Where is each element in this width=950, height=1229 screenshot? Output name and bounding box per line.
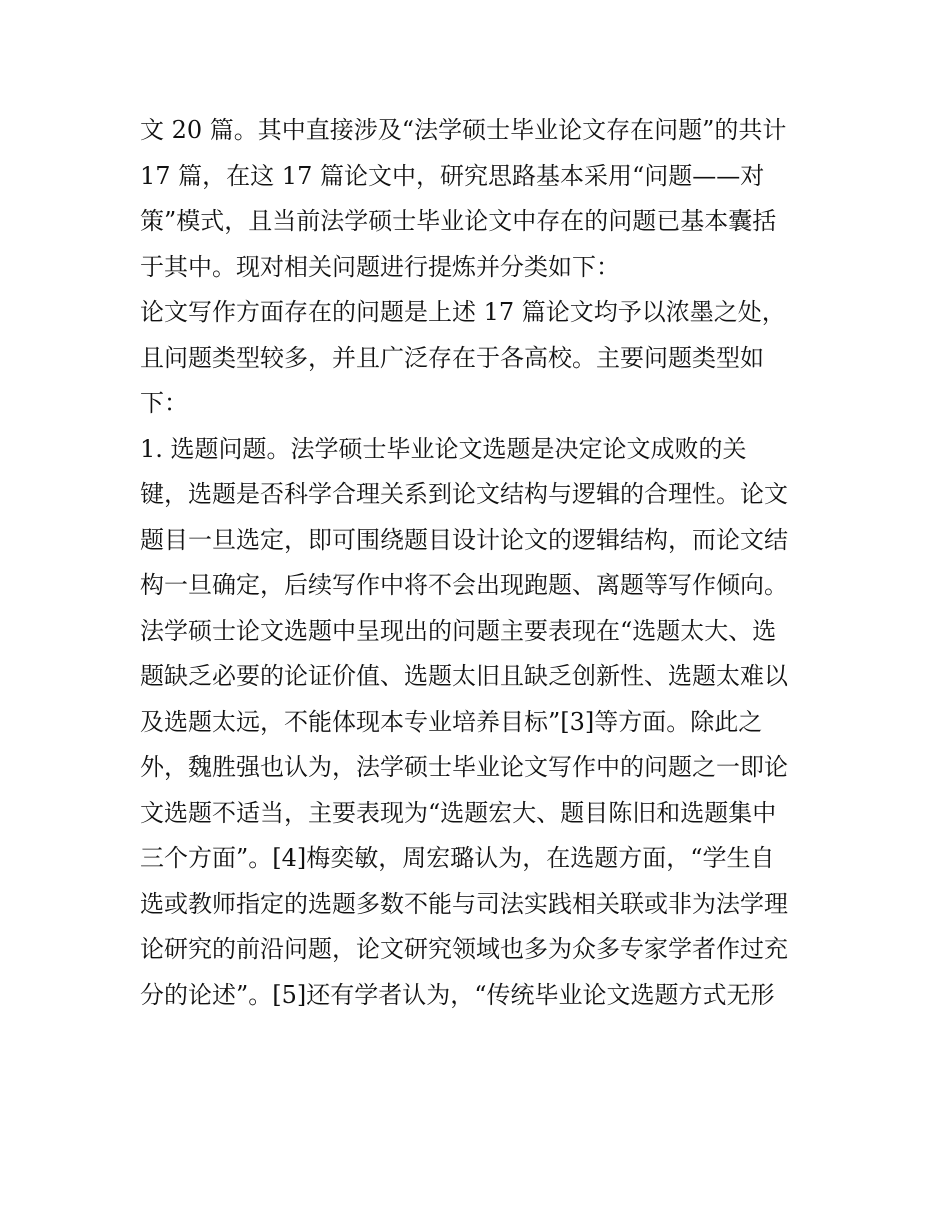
text-line: 于其中。现对相关问题进行提炼并分类如下：: [140, 252, 620, 281]
text-line: 外，魏胜强也认为，法学硕士毕业论文写作中的问题之一即论: [140, 753, 788, 781]
text-line: 论文写作方面存在的问题是上述 17 篇论文均予以浓墨之处，: [140, 298, 786, 326]
text-line: 键，选题是否科学合理关系到论文结构与逻辑的合理性。论文: [140, 480, 788, 508]
text-line: 论研究的前沿问题，论文研究领域也多为众多专家学者作过充: [140, 935, 788, 963]
text-line: 选或教师指定的选题多数不能与司法实践相关联或非为法学理: [140, 889, 788, 918]
text-line: 构一旦确定，后续写作中将不会出现跑题、离题等写作倾向。: [140, 571, 788, 599]
text-line: 及选题太远，不能体现本专业培养目标”[3]等方面。除此之: [140, 707, 763, 736]
text-line: 文 20 篇。其中直接涉及“法学硕士毕业论文存在问题”的共计: [140, 116, 787, 144]
text-line: 题目一旦选定，即可围绕题目设计论文的逻辑结构，而论文结: [140, 525, 788, 554]
text-line: 题缺乏必要的论证价值、选题太旧且缺乏创新性、选题太难以: [140, 662, 788, 690]
text-line: 17 篇，在这 17 篇论文中，研究思路基本采用“问题——对: [140, 161, 765, 190]
text-line: 法学硕士论文选题中呈现出的问题主要表现在“选题太大、选: [140, 616, 777, 645]
text-line: 1. 选题问题。法学硕士毕业论文选题是决定论文成败的关: [140, 434, 747, 463]
text-line: 且问题类型较多，并且广泛存在于各高校。主要问题类型如: [140, 343, 764, 372]
text-line: 策”模式，且当前法学硕士毕业论文中存在的问题已基本囊括: [140, 207, 777, 235]
text-line: 三个方面”。[4]梅奕敏，周宏璐认为，在选题方面，“学生自: [140, 844, 775, 872]
text-line: 分的论述”。[5]还有学者认为，“传统毕业论文选题方式无形: [140, 980, 775, 1009]
text-line: 文选题不适当，主要表现为“选题宏大、题目陈旧和选题集中: [140, 798, 777, 827]
text-line: 下：: [140, 389, 188, 417]
body-text: [140, 108, 840, 1018]
